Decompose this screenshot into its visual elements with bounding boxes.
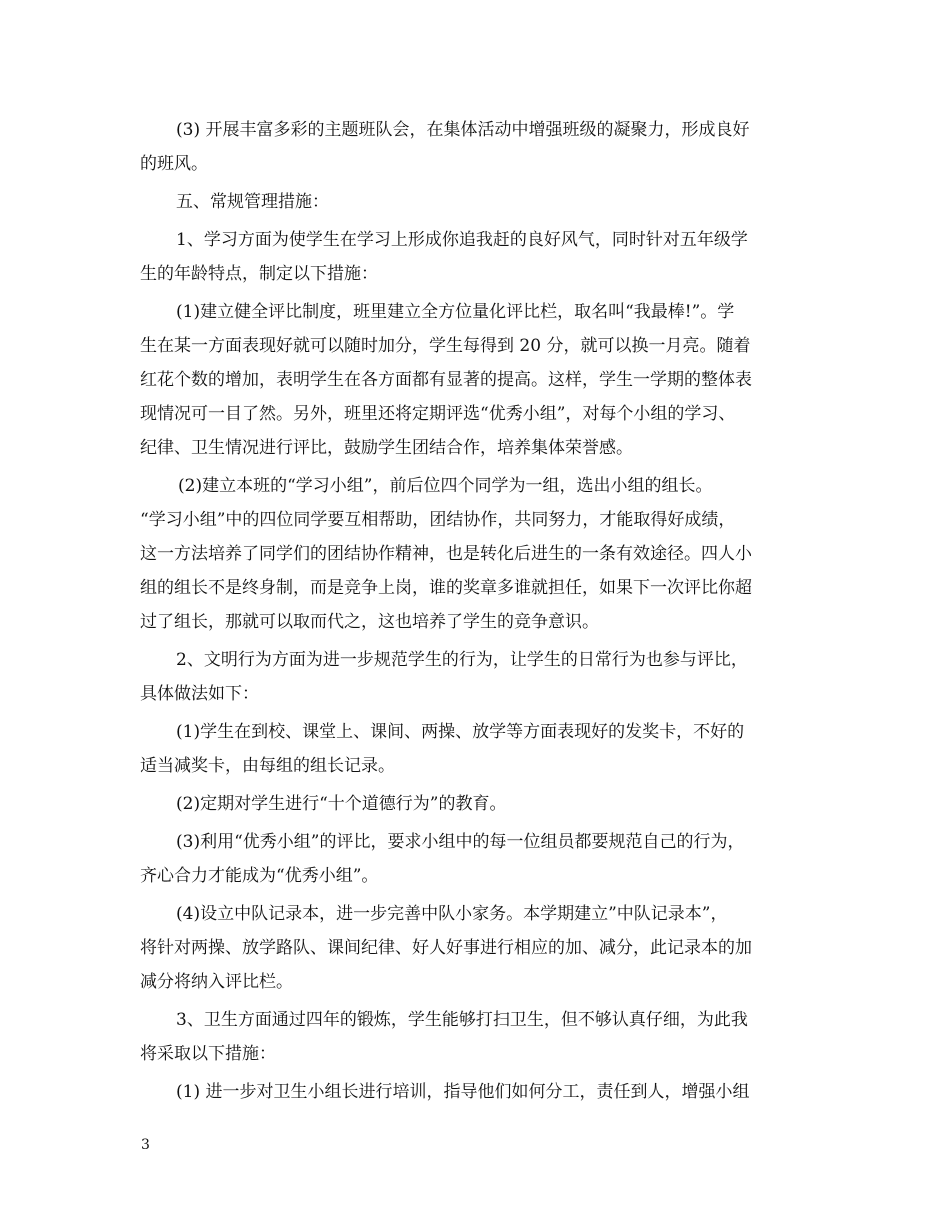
document-body [140, 113, 830, 1109]
section-heading: 五、常规管理措施： [176, 192, 329, 212]
text-line: (1)学生在到校、课堂上、课间、两操、放学等方面表现好的发奖卡，不好的 [176, 722, 745, 742]
text-line: (2)定期对学生进行“十个道德行为”的教育。 [176, 794, 507, 814]
text-line: (3) 开展丰富多彩的主题班队会，在集体活动中增强班级的凝聚力，形成良好 [176, 120, 750, 140]
text-line: 过了组长，那就可以取而代之，这也培养了学生的竞争意识。 [140, 612, 599, 632]
text-line: (3)利用“优秀小组”的评比，要求小组中的每一位组员都要规范自己的行为， [176, 832, 745, 852]
text-line: 红花个数的增加，表明学生在各方面都有显著的提高。这样，学生一学期的整体表 [140, 370, 752, 390]
text-line: 齐心合力才能成为“优秀小组”。 [140, 866, 379, 886]
text-line: 将采取以下措施： [140, 1044, 276, 1064]
text-line: 减分将纳入评比栏。 [140, 972, 293, 992]
text-line: (4)设立中队记录本，进一步完善中队小家务。本学期建立”中队记录本”， [176, 904, 728, 924]
text-line: 生的年龄特点，制定以下措施： [140, 264, 378, 284]
text-line: 将针对两操、放学路队、课间纪律、好人好事进行相应的加、减分，此记录本的加 [140, 938, 752, 958]
text-line: (1) 进一步对卫生小组长进行培训，指导他们如何分工，责任到人，增强小组 [176, 1082, 750, 1102]
text-line: 1、学习方面为使学生在学习上形成你追我赶的良好风气，同时针对五年级学 [176, 230, 748, 250]
text-line: 适当减奖卡，由每组的组长记录。 [140, 756, 395, 776]
text-line: 组的组长不是终身制，而是竞争上岗，谁的奖章多谁就担任，如果下一次评比你超 [140, 578, 752, 598]
text-line: “学习小组”中的四位同学要互相帮助，团结协作，共同努力，才能取得好成绩， [140, 510, 736, 530]
text-line: (2)建立本班的“学习小组”，前后位四个同学为一组，选出小组的组长。 [178, 476, 713, 496]
text-line: 3、卫生方面通过四年的锻炼，学生能够打扫卫生，但不够认真仔细，为此我 [176, 1010, 748, 1030]
text-line: 的班风。 [140, 154, 208, 174]
text-line: 这一方法培养了同学们的团结协作精神，也是转化后进生的一条有效途径。四人小 [140, 544, 752, 564]
text-line: 现情况可一目了然。另外，班里还将定期评选“优秀小组”，对每个小组的学习、 [140, 404, 736, 424]
text-line: 2、文明行为方面为进一步规范学生的行为，让学生的日常行为也参与评比， [176, 650, 748, 670]
text-line: 具体做法如下： [140, 684, 259, 704]
text-line: 生在某一方面表现好就可以随时加分，学生每得到 20 分，就可以换一月亮。随着 [140, 336, 751, 356]
text-line: (1)建立健全评比制度，班里建立全方位量化评比栏，取名叫“我最棒!”。学 [176, 302, 735, 322]
page-number: 3 [141, 1137, 150, 1153]
text-line: 纪律、卫生情况进行评比，鼓励学生团结合作，培养集体荣誉感。 [140, 438, 633, 458]
